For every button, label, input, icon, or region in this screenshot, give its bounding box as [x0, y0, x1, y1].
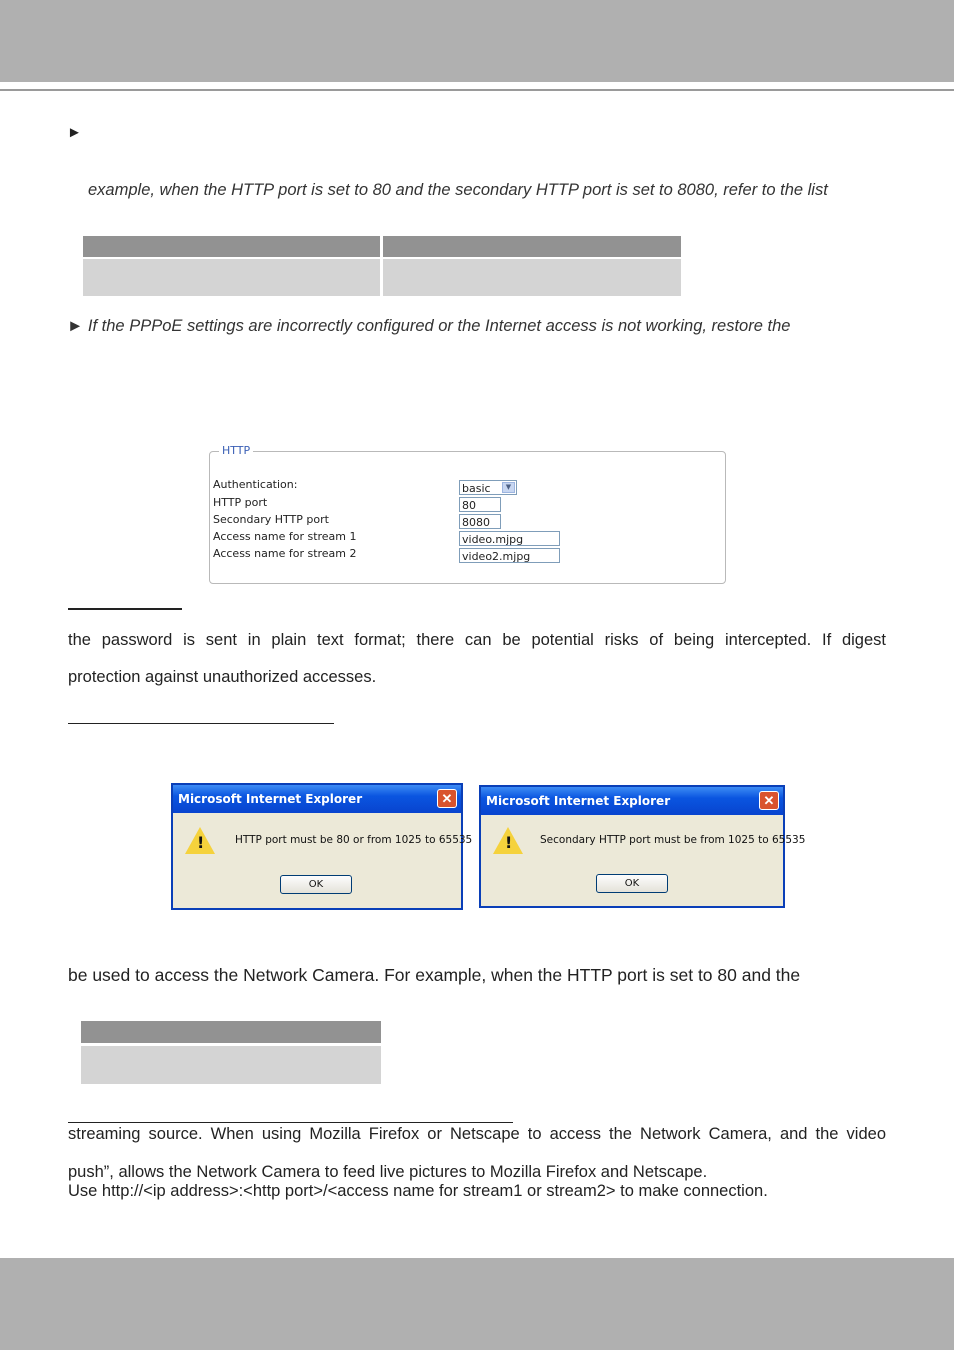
- table1-body-cell-1: [83, 259, 380, 296]
- note-pppoe-line: ► If the PPPoE settings are incorrectly configured or the Internet access is not working, restore the: [67, 317, 791, 335]
- warning-mark: !: [197, 833, 205, 852]
- table1-header-cell-2: [383, 236, 681, 257]
- stream2-label: Access name for stream 2: [213, 547, 357, 560]
- stream2-name-input[interactable]: video2.mjpg: [459, 548, 560, 563]
- dialog-message: Secondary HTTP port must be from 1025 to 65535: [540, 834, 806, 846]
- warning-mark: !: [505, 833, 513, 852]
- table1-body-cell-2: [383, 259, 681, 296]
- stream-paragraph-line-3: Use http://<ip address>:<http port>/<access name for stream1 or stream2> to make connection.: [68, 1182, 768, 1200]
- stream1-label: Access name for stream 1: [213, 530, 357, 543]
- close-icon[interactable]: ✕: [437, 789, 457, 808]
- secondary-http-port-label: Secondary HTTP port: [213, 513, 329, 526]
- error-dialog-secondary-port: [479, 785, 806, 908]
- ok-button[interactable]: OK: [596, 874, 668, 893]
- ok-button[interactable]: OK: [280, 875, 352, 894]
- authentication-label: Authentication:: [213, 478, 298, 491]
- section-heading-underline: [68, 1122, 513, 1123]
- http-port-input[interactable]: 80: [459, 497, 501, 512]
- footer-band: [0, 1258, 954, 1350]
- http-panel-legend: HTTP: [219, 444, 253, 457]
- table2-body-cell: [81, 1046, 381, 1084]
- table1-header-cell-1: [83, 236, 380, 257]
- password-paragraph-line-1: the password is sent in plain text format; there can be potential risks of being intercepted. If digest: [68, 631, 886, 649]
- header-rule: [0, 89, 954, 91]
- error-dialog-http-port: [171, 783, 473, 910]
- port-paragraph-line-1: be used to access the Network Camera. For example, when the HTTP port is set to 80 and the: [68, 965, 801, 985]
- dialog-message: HTTP port must be 80 or from 1025 to 65535: [235, 834, 473, 846]
- stream-paragraph-line-2: push”, allows the Network Camera to feed live pictures to Mozilla Firefox and Netscape.: [68, 1163, 708, 1181]
- stream-paragraph-line-1: streaming source. When using Mozilla Firefox or Netscape to access the Network Camera, and the video: [68, 1125, 886, 1143]
- authentication-select[interactable]: [459, 480, 517, 495]
- note-example-line: example, when the HTTP port is set to 80 and the secondary HTTP port is set to 8080, refer to the list: [88, 181, 828, 199]
- dialog-title: Microsoft Internet Explorer: [173, 785, 461, 813]
- chevron-down-icon[interactable]: ▼: [502, 482, 515, 493]
- header-band: [0, 0, 954, 82]
- http-port-label: HTTP port: [213, 496, 268, 509]
- bullet-arrow: ►: [67, 124, 82, 141]
- dialog-title: Microsoft Internet Explorer: [481, 787, 783, 815]
- section-heading-underline: [68, 608, 182, 610]
- section-heading-underline: [68, 723, 334, 724]
- table2-header-cell: [81, 1021, 381, 1043]
- authentication-select-value: basic: [462, 482, 491, 495]
- secondary-http-port-input[interactable]: 8080: [459, 514, 501, 529]
- close-icon[interactable]: ✕: [759, 791, 779, 810]
- stream1-name-input[interactable]: video.mjpg: [459, 531, 560, 546]
- password-paragraph-line-2: protection against unauthorized accesses.: [68, 668, 377, 686]
